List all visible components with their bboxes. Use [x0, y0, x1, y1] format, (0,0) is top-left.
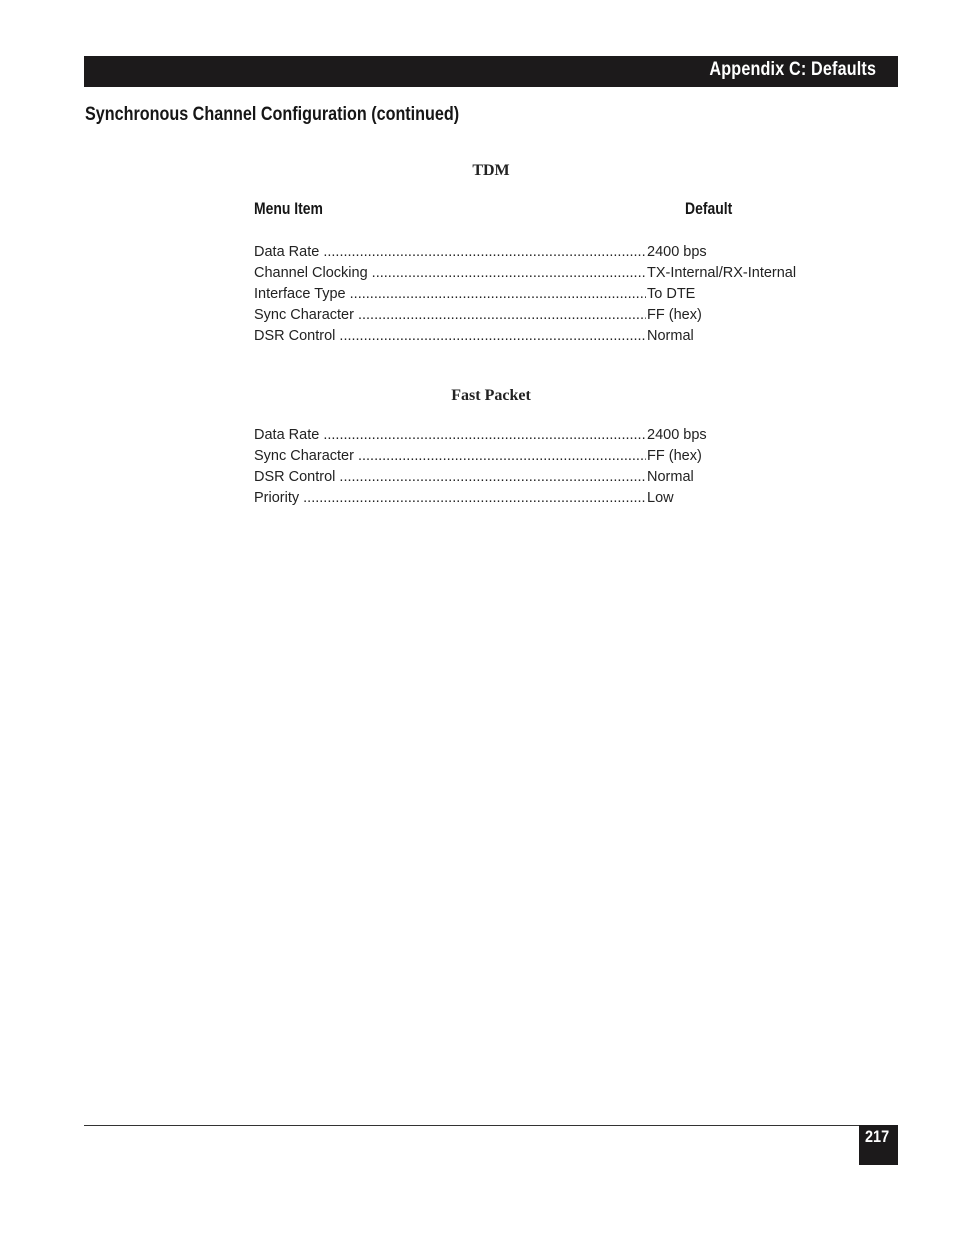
list-item [254, 242, 707, 263]
menu-item-label: Channel Clocking [254, 265, 368, 281]
default-value: Low [647, 490, 674, 506]
list-item [254, 467, 694, 488]
default-value: Normal [647, 469, 694, 485]
fast-packet-heading: Fast Packet [451, 387, 531, 404]
default-value: Normal [647, 328, 694, 344]
fast-packet-defaults-list [254, 425, 707, 509]
tdm-defaults-list [254, 242, 797, 347]
menu-item-label: Sync Character [254, 307, 354, 323]
menu-item-label: Interface Type [254, 286, 346, 302]
section-title: Synchronous Channel Configuration (continued) [85, 104, 460, 125]
list-item [254, 326, 694, 347]
default-value: FF (hex) [647, 448, 702, 464]
menu-item-label: DSR Control [254, 469, 336, 485]
menu-item-label: Data Rate [254, 244, 320, 260]
header-bar [84, 56, 898, 87]
tdm-heading: TDM [472, 162, 510, 179]
column-header-default: Default [685, 199, 733, 218]
list-item [254, 263, 797, 284]
footer-rule [84, 1125, 898, 1126]
menu-item-label: Data Rate [254, 427, 320, 443]
default-value: 2400 bps [647, 427, 707, 443]
menu-item-label: Sync Character [254, 448, 354, 464]
page-header-title: Appendix C: Defaults [709, 59, 876, 80]
list-item [254, 488, 674, 509]
default-value: To DTE [647, 286, 696, 302]
default-value: TX-Internal/RX-Internal [647, 265, 797, 281]
menu-item-label: Priority [254, 490, 300, 506]
list-item [254, 284, 696, 305]
page-number-box [859, 1125, 898, 1165]
list-item [254, 425, 707, 446]
menu-item-label: DSR Control [254, 328, 336, 344]
list-item [254, 305, 702, 326]
page-number: 217 [865, 1127, 890, 1146]
list-item [254, 446, 702, 467]
column-header-menu-item: Menu Item [254, 199, 323, 218]
default-value: 2400 bps [647, 244, 707, 260]
default-value: FF (hex) [647, 307, 702, 323]
